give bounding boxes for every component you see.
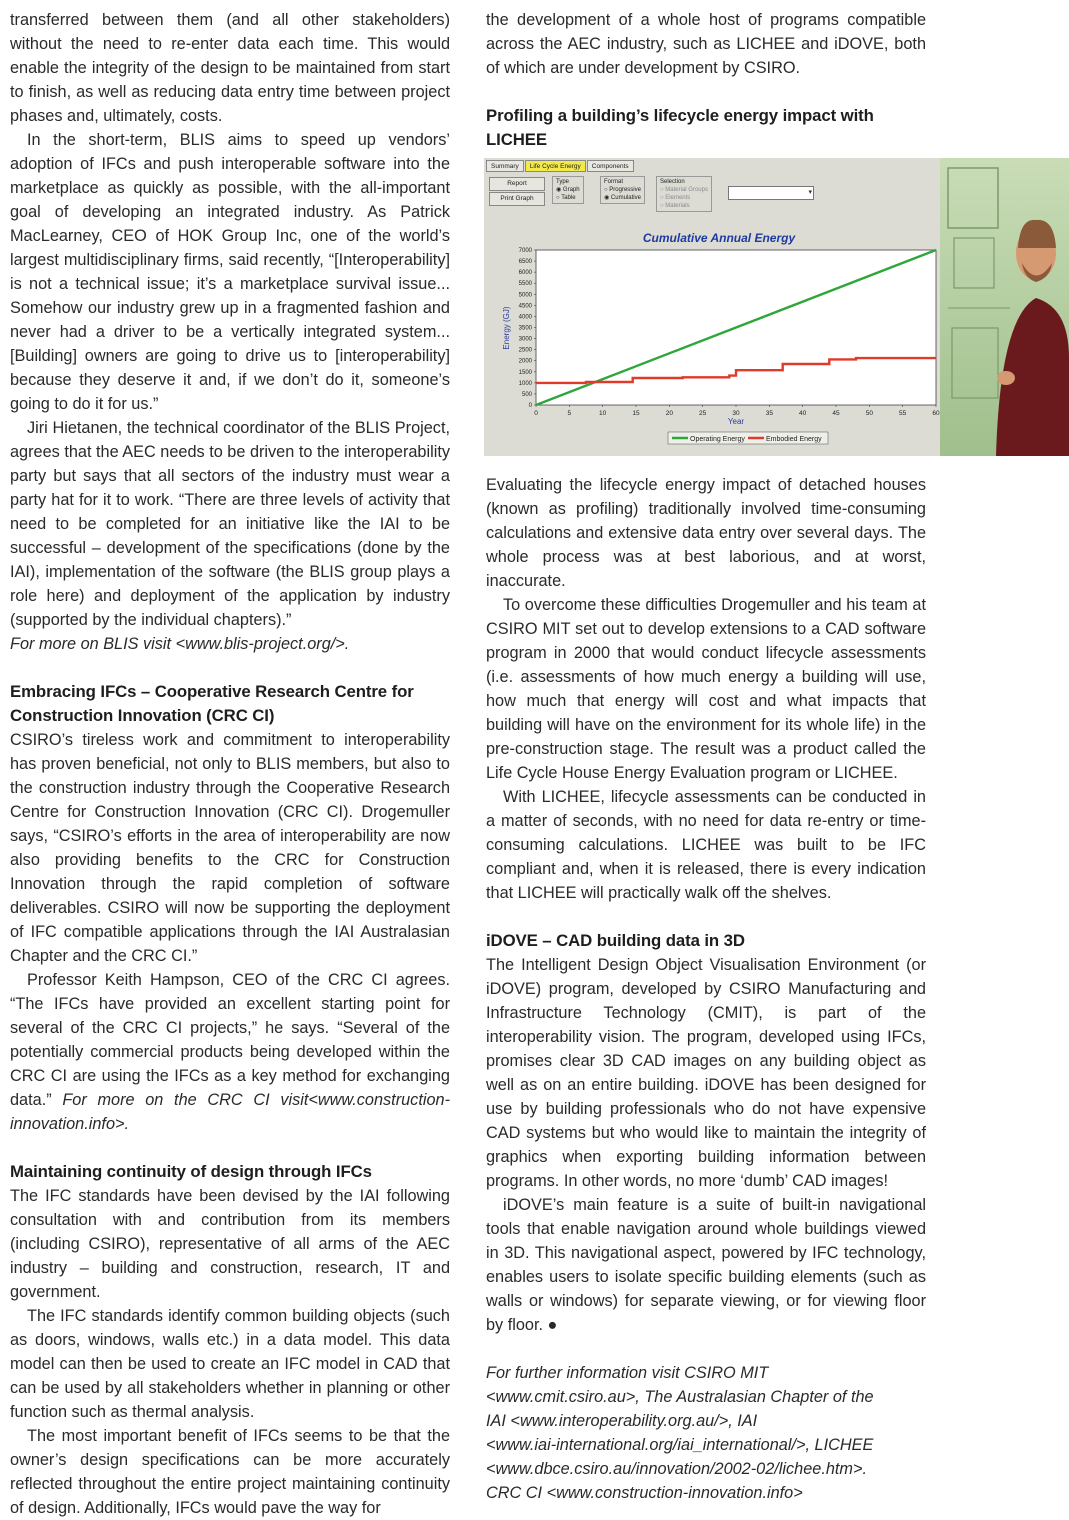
format-option-progressive[interactable]: ○ Progressive — [604, 187, 641, 193]
paragraph: the development of a whole host of programs compatible across the AEC industry, such as LICHEE and iDOVE, both of which are under development by CSIRO. — [486, 11, 926, 77]
x-tick-label: 15 — [632, 410, 640, 417]
presenter-photo — [940, 158, 1069, 456]
paragraph: Evaluating the lifecycle energy impact of detached houses (known as profiling) traditionally involved time-consuming calculations and extensive data entry over several days. The whole process was at best laborious, and at worst, inaccurate. — [486, 476, 926, 590]
chevron-down-icon: ▾ — [808, 189, 812, 196]
paragraph: Jiri Hietanen, the technical coordinator of the BLIS Project, agrees that the AEC needs to be driven to the interoperability party but says that all sectors of the industry must wear a party hat for it to work. “There are three levels of activity that need to be completed for an initiative like the IAI to be successful – development of the specifications (done by the IAI), implementation of the software (the BLIS group plays a role here) and deployment of the application by industry (supported by the individual chapters).” — [10, 419, 450, 629]
y-tick-label: 2500 — [518, 347, 532, 354]
y-tick-label: 1000 — [518, 380, 532, 387]
section-heading-lichee: Profiling a building’s lifecycle energy impact with LICHEE — [486, 106, 874, 149]
selection-option-materials[interactable]: ○ Materials — [660, 203, 690, 209]
x-axis-label: Year — [727, 417, 745, 426]
y-tick-label: 6000 — [518, 270, 532, 277]
paragraph: In the short-term, BLIS aims to speed up vendors’ adoption of IFCs and push interoperable software into the marketplace as quickly as possible, with the all-important goal of developing an integrated industry. As Patrick MacLearney, CEO of HOK Group Inc, one of the world’s largest multidisciplinary firms, said recently, “[Interoperability] is not a technical issue; it’s a marketplace survival issue... Somehow our industry grew up in a fragmented fashion and never had a driver to be a vertically integrated system... [Building] owners are going to drive us to [interoperability] because they deserve it and, if we don’t do it, someone’s going to do it for us.” — [10, 131, 450, 413]
section-heading-continuity: Maintaining continuity of design through IFCs — [10, 1162, 372, 1181]
y-tick-label: 5500 — [518, 281, 532, 288]
section-heading-crc-ci: Embracing IFCs – Cooperative Research Centre for Construction Innovation (CRC CI) — [10, 682, 414, 725]
further-info-line: <www.iai-international.org/iai_international/>, LICHEE — [486, 1436, 874, 1454]
section-heading-idove: iDOVE – CAD building data in 3D — [486, 931, 745, 950]
y-tick-label: 4500 — [518, 303, 532, 310]
type-option-graph[interactable]: ◉ Graph — [556, 187, 580, 193]
x-tick-label: 10 — [599, 410, 607, 417]
paragraph — [10, 968, 450, 1136]
x-tick-label: 45 — [832, 410, 840, 417]
print-graph-button[interactable]: Print Graph — [489, 192, 545, 206]
further-info-line: CRC CI <www.construction-innovation.info> — [486, 1484, 803, 1502]
x-tick-label: 55 — [899, 410, 907, 417]
paragraph: The IFC standards have been devised by the IAI following consultation with and contribution from its members (including CSIRO), representative of all arms of the AEC industry – building and construction, research, IT and government. — [10, 1187, 450, 1301]
crc-link-note: For more on the CRC CI visit<www.construction-innovation.info>. — [10, 1091, 450, 1133]
y-axis-label: Energy (GJ) — [502, 306, 511, 350]
y-tick-label: 0 — [528, 403, 532, 409]
y-tick-label: 3500 — [518, 325, 532, 332]
further-info-line: <www.dbce.csiro.au/innovation/2002-02/lichee.htm>. — [486, 1460, 868, 1478]
y-tick-label: 500 — [521, 391, 532, 398]
tab-life-cycle-energy[interactable]: Life Cycle Energy — [525, 160, 586, 172]
x-tick-label: 30 — [732, 410, 740, 417]
selection-group-label: Selection — [660, 179, 685, 185]
x-tick-label: 40 — [799, 410, 807, 417]
x-tick-label: 25 — [699, 410, 707, 417]
selection-option-material-groups[interactable]: ○ Material Groups — [660, 187, 708, 193]
legend-label-operating: Operating Energy — [690, 436, 745, 443]
paragraph: With LICHEE, lifecycle assessments can be conducted in a matter of seconds, with no need for data re-entry or time-consuming calculations. LICHEE was built to be IFC compliant and, when it is released, there is every indication that LICHEE will practically walk off the shelves. — [486, 788, 926, 902]
paragraph: To overcome these difficulties Drogemuller and his team at CSIRO MIT set out to develop extensions to a CAD software program in 2000 that would conduct lifecycle assessments (i.e. assessments of how much energy a building will use, how much that energy will cost and what impacts that building will have on the environment for its whole life) in the pre-construction stage. The result was a product called the Life Cycle House Energy Evaluation program or LICHEE. — [486, 596, 926, 782]
y-tick-label: 4000 — [518, 314, 532, 321]
y-axis — [519, 248, 536, 409]
blis-link-note: For more on BLIS visit <www.blis-project.org/>. — [10, 635, 350, 653]
tab-summary[interactable]: Summary — [486, 160, 524, 172]
x-tick-label: 60 — [932, 410, 940, 417]
legend-label-embodied: Embodied Energy — [766, 436, 822, 443]
paragraph: CSIRO’s tireless work and commitment to interoperability has proven beneficial, not only to BLIS members, but also to the construction industry through the Cooperative Research Centre for Construction Innovation (CRC CI). Drogemuller says, “CSIRO’s efforts in the area of interoperability are now also providing benefits to the CRC for Construction Innovation through the rapid completion of software deliverables. CSIRO will now be supporting the deployment of IFC compatible applications through the IAI Australasian Chapter and the CRC CI.” — [10, 731, 450, 965]
paragraph: The most important benefit of IFCs seems to be that the owner’s design specifications can be more accurately reflected throughout the entire project maintaining continuity of design. Additionally, IFCs would pave the way for — [10, 1427, 450, 1517]
y-tick-label: 6500 — [518, 259, 532, 266]
further-info-line: <www.cmit.csiro.au>, The Australasian Chapter of the — [486, 1388, 874, 1406]
x-tick-label: 50 — [865, 410, 873, 417]
format-option-cumulative[interactable]: ◉ Cumulative — [604, 195, 641, 201]
further-info-line: For further information visit CSIRO MIT — [486, 1364, 769, 1382]
chart-title: Cumulative Annual Energy — [642, 231, 796, 245]
lichee-figure — [484, 158, 1069, 456]
paragraph-text: Professor Keith Hampson, CEO of the CRC CI agrees. “The IFCs have provided an excellent starting point for several of the CRC CI projects,” he says. “Several of the potentially commercial products being developed within the CRC CI are using the IFCs as a key method for exchanging data.” — [10, 971, 450, 1109]
x-tick-label: 0 — [534, 410, 538, 417]
y-tick-label: 3000 — [518, 336, 532, 343]
selection-option-elements[interactable]: ○ Elements — [660, 195, 691, 201]
type-group-label: Type — [556, 179, 570, 185]
y-tick-label: 1500 — [518, 369, 532, 376]
x-tick-label: 20 — [665, 410, 673, 417]
x-tick-label: 5 — [567, 410, 572, 417]
left-column — [10, 8, 450, 1520]
paragraph: The IFC standards identify common building objects (such as doors, windows, walls etc.) in a data model. This data model can then be used to create an IFC model in CAD that can be used by all stakeholders whether in planning or other function such as thermal analysis. — [10, 1307, 450, 1421]
further-info-line: IAI <www.interoperability.org.au/>, IAI — [486, 1412, 758, 1430]
tab-components[interactable]: Components — [587, 160, 634, 172]
format-group-label: Format — [604, 179, 624, 185]
y-tick-label: 2000 — [518, 358, 532, 365]
paragraph: The Intelligent Design Object Visualisation Environment (or iDOVE) program, developed by CSIRO Manufacturing and Infrastructure Technology (CMIT), is part of the interoperability vision. The program, developed using IFCs, promises clear 3D CAD images on any building object as well as on an entire building. iDOVE has been designed for use by building professionals who do not have expensive CAD systems but who would like to maintain the integrity of graphics when exporting building information between programs. In other words, no more ‘dumb’ CAD images! — [486, 956, 926, 1190]
type-option-table[interactable]: ○ Table — [556, 195, 576, 201]
y-tick-label: 5000 — [518, 292, 532, 299]
y-tick-label: 7000 — [518, 248, 532, 254]
x-tick-label: 35 — [765, 410, 773, 417]
x-axis — [534, 405, 940, 417]
report-button[interactable]: Report — [489, 177, 545, 191]
further-information — [486, 1361, 926, 1505]
paragraph: transferred between them (and all other stakeholders) without the need to re-enter data each time. This would enable the integrity of the design to be maintained from start to finish, as well as reducing data entry time between project phases and, ultimately, costs. — [10, 11, 450, 125]
energy-chart — [484, 158, 940, 456]
paragraph: iDOVE’s main feature is a suite of built-in navigational tools that enable navigation around whole buildings viewed in 3D. This navigational aspect, powered by IFC technology, enables users to isolate specific building elements (such as walls or windows) for separate viewing, or for viewing floor by floor. ● — [486, 1196, 926, 1334]
